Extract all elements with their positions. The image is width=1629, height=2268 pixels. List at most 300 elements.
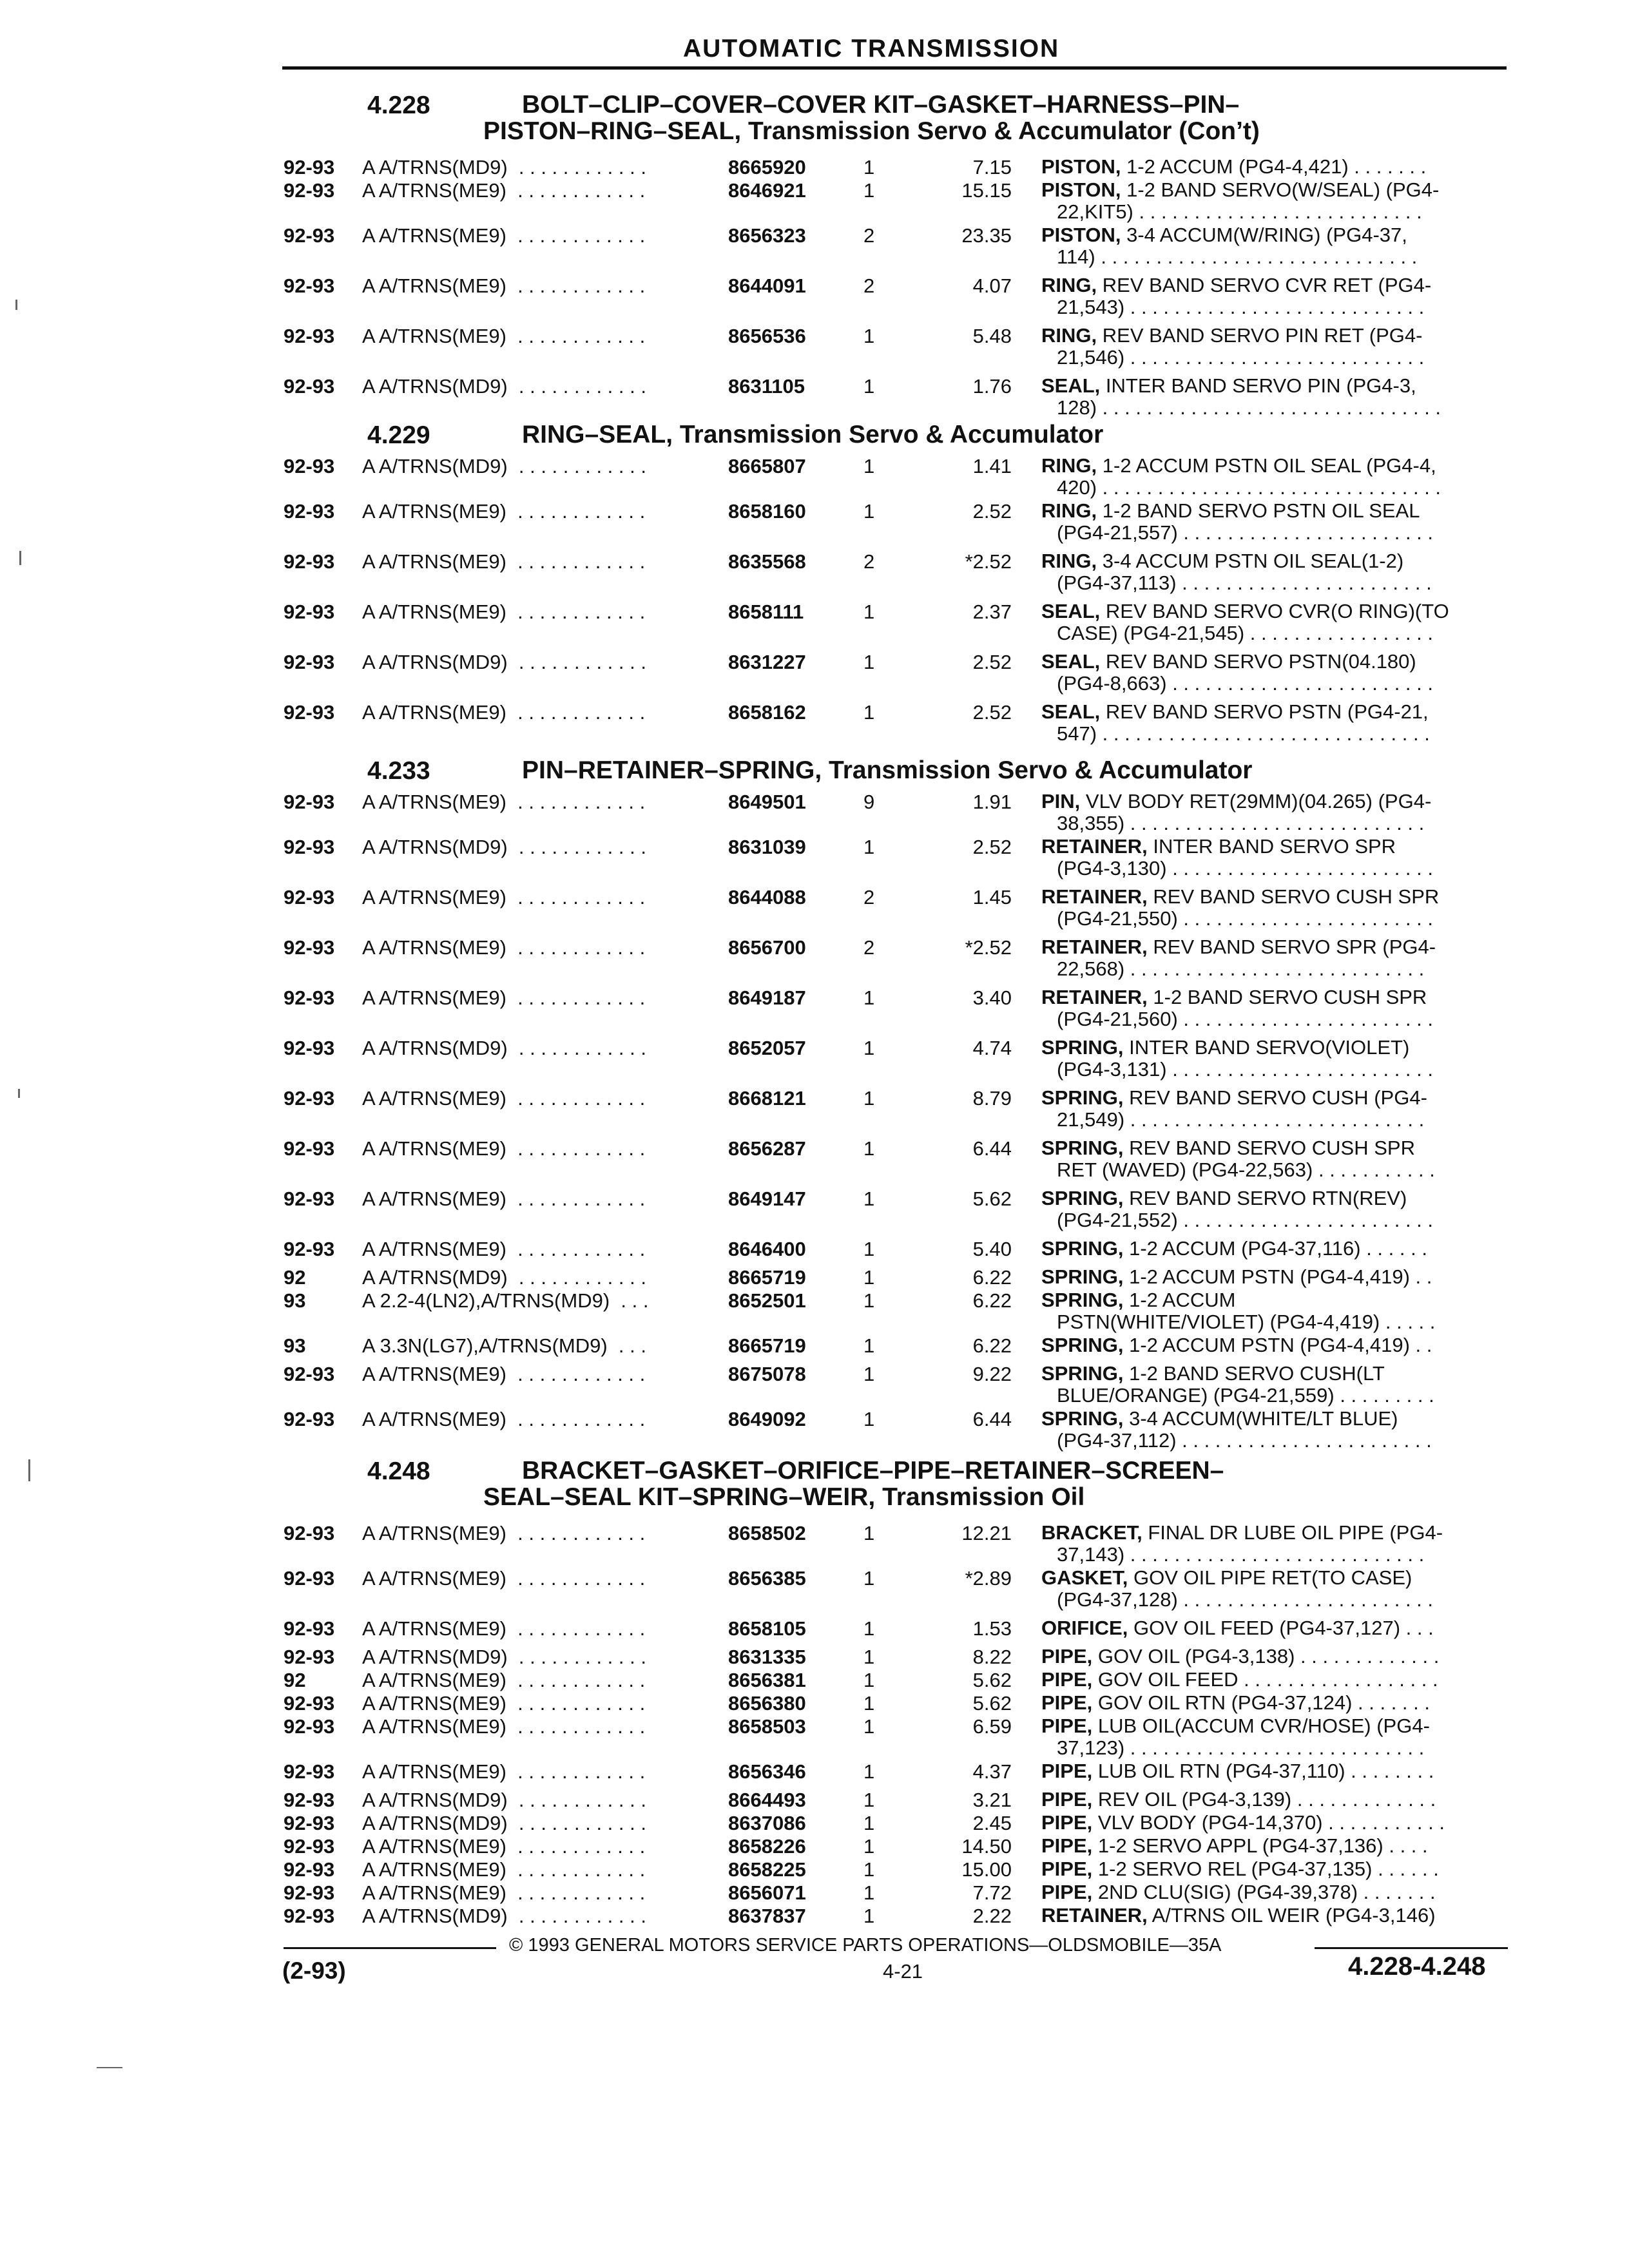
quantity: 1 bbox=[863, 1567, 875, 1590]
part-name: RETAINER, bbox=[1041, 835, 1148, 858]
description-text: 3-4 ACCUM PSTN OIL SEAL(1-2) bbox=[1102, 550, 1404, 572]
price: 5.62 bbox=[972, 1669, 1012, 1691]
margin-mark bbox=[19, 551, 21, 565]
part-name: PIN, bbox=[1041, 790, 1081, 812]
part-row bbox=[0, 1137, 1629, 1187]
part-name: RETAINER, bbox=[1041, 986, 1148, 1008]
part-name: PIPE, bbox=[1041, 1760, 1093, 1782]
description-line bbox=[1041, 1835, 1505, 1857]
section-title-line: SEAL–SEAL KIT–SPRING–WEIR, Transmission Oil bbox=[483, 1483, 1085, 1511]
description-line bbox=[1041, 791, 1505, 812]
part-number: 8656071 bbox=[728, 1881, 806, 1904]
part-name: PIPE, bbox=[1041, 1691, 1093, 1714]
description bbox=[1041, 1334, 1505, 1356]
part-number: 8649187 bbox=[728, 986, 806, 1009]
application: A A/TRNS(ME9) . . . . . . . . . . . . bbox=[362, 1087, 646, 1110]
footer-rule-left bbox=[284, 1947, 496, 1949]
description-text: 1-2 BAND SERVO CUSH(LT bbox=[1129, 1362, 1385, 1385]
description-line bbox=[1041, 1037, 1505, 1059]
part-number: 8658105 bbox=[728, 1617, 806, 1640]
description bbox=[1041, 701, 1505, 745]
description-line bbox=[1041, 1289, 1505, 1311]
quantity: 1 bbox=[863, 455, 875, 477]
price: 8.79 bbox=[972, 1087, 1012, 1110]
description-text: 2ND CLU(SIG) (PG4-39,378) . . . . . . . bbox=[1097, 1881, 1436, 1903]
part-row bbox=[0, 179, 1629, 224]
part-number: 8637837 bbox=[728, 1905, 806, 1927]
description-text: REV BAND SERVO PSTN(04.180) bbox=[1105, 650, 1416, 673]
application: A A/TRNS(MD9) . . . . . . . . . . . . bbox=[362, 1812, 646, 1834]
part-name: RETAINER, bbox=[1041, 936, 1148, 958]
part-row bbox=[0, 1812, 1629, 1835]
part-row bbox=[0, 1187, 1629, 1238]
part-number: 8656385 bbox=[728, 1567, 806, 1590]
description bbox=[1041, 986, 1505, 1030]
description-line bbox=[1041, 325, 1505, 347]
application: A A/TRNS(MD9) . . . . . . . . . . . . bbox=[362, 1266, 646, 1289]
section-title-line: RING–SEAL, Transmission Servo & Accumulator bbox=[522, 421, 1104, 448]
quantity: 1 bbox=[863, 1812, 875, 1834]
part-row bbox=[0, 375, 1629, 425]
application: A A/TRNS(ME9) . . . . . . . . . . . . bbox=[362, 274, 646, 297]
description bbox=[1041, 550, 1505, 594]
description bbox=[1041, 1087, 1505, 1131]
description-continuation: (PG4-3,131) . . . . . . . . . . . . . . . . . . . . . . . . bbox=[1057, 1058, 1433, 1081]
model-years: 92-93 bbox=[284, 1905, 335, 1927]
quantity: 1 bbox=[863, 1289, 875, 1312]
application: A A/TRNS(MD9) . . . . . . . . . . . . bbox=[362, 836, 646, 858]
page-header: AUTOMATIC TRANSMISSION bbox=[683, 35, 1060, 62]
description-text: 1-2 ACCUM (PG4-37,116) . . . . . . bbox=[1129, 1237, 1427, 1260]
part-row bbox=[0, 1567, 1629, 1617]
model-years: 92-93 bbox=[284, 1522, 335, 1544]
description-text: GOV OIL RTN (PG4-37,124) . . . . . . . bbox=[1097, 1691, 1430, 1714]
quantity: 1 bbox=[863, 1715, 875, 1738]
description-text: REV BAND SERVO CUSH SPR bbox=[1153, 885, 1440, 908]
price: 6.22 bbox=[972, 1289, 1012, 1312]
model-years: 92-93 bbox=[284, 224, 335, 247]
part-row bbox=[0, 1408, 1629, 1458]
section-title-line: BOLT–CLIP–COVER–COVER KIT–GASKET–HARNESS–PIN– bbox=[522, 91, 1240, 119]
model-years: 92-93 bbox=[284, 375, 335, 398]
part-number: 8656380 bbox=[728, 1692, 806, 1715]
part-number: 8649092 bbox=[728, 1408, 806, 1430]
description-line bbox=[1041, 179, 1505, 201]
part-row bbox=[0, 601, 1629, 651]
description-continuation: 420) . . . . . . . . . . . . . . . . . . . . . . . . . . . . . . . bbox=[1057, 476, 1441, 499]
price: 23.35 bbox=[961, 224, 1012, 247]
description-line bbox=[1041, 1238, 1505, 1260]
price: 6.59 bbox=[972, 1715, 1012, 1738]
price: 15.15 bbox=[961, 179, 1012, 202]
model-years: 92-93 bbox=[284, 1881, 335, 1904]
description-text: 1-2 BAND SERVO CUSH SPR bbox=[1153, 986, 1427, 1008]
description-line bbox=[1041, 1567, 1505, 1589]
description-text: REV BAND SERVO CUSH SPR bbox=[1129, 1137, 1415, 1159]
description-line bbox=[1041, 1137, 1505, 1159]
part-name: SEAL, bbox=[1041, 700, 1101, 723]
footer-copyright: © 1993 GENERAL MOTORS SERVICE PARTS OPERATIONS—OLDSMOBILE—35A bbox=[509, 1935, 1222, 1956]
description-text: 3-4 ACCUM(WHITE/LT BLUE) bbox=[1129, 1407, 1398, 1430]
part-number: 8658225 bbox=[728, 1858, 806, 1881]
part-name: SPRING, bbox=[1041, 1289, 1124, 1311]
quantity: 2 bbox=[863, 936, 875, 959]
quantity: 2 bbox=[863, 224, 875, 247]
price: 6.44 bbox=[972, 1408, 1012, 1430]
part-number: 8635568 bbox=[728, 550, 806, 573]
description-text: 1-2 ACCUM PSTN OIL SEAL (PG4-4, bbox=[1102, 454, 1436, 477]
section-title-line: BRACKET–GASKET–ORIFICE–PIPE–RETAINER–SCREEN– bbox=[522, 1457, 1224, 1485]
description-text: 1-2 BAND SERVO PSTN OIL SEAL bbox=[1102, 499, 1420, 522]
part-number: 8656346 bbox=[728, 1760, 806, 1783]
application: A A/TRNS(ME9) . . . . . . . . . . . . bbox=[362, 886, 646, 908]
description-text: REV BAND SERVO RTN(REV) bbox=[1129, 1187, 1407, 1209]
part-name: SEAL, bbox=[1041, 374, 1101, 397]
catalog-section bbox=[0, 1457, 1629, 1928]
footer-rule-right bbox=[1315, 1947, 1508, 1949]
description bbox=[1041, 886, 1505, 930]
model-years: 92-93 bbox=[284, 1617, 335, 1640]
application: A A/TRNS(ME9) . . . . . . . . . . . . bbox=[362, 1692, 646, 1715]
quantity: 1 bbox=[863, 1692, 875, 1715]
model-years: 92-93 bbox=[284, 791, 335, 813]
description-line bbox=[1041, 701, 1505, 723]
part-row bbox=[0, 836, 1629, 886]
model-years: 92-93 bbox=[284, 601, 335, 623]
description-line bbox=[1041, 836, 1505, 858]
part-number: 8664493 bbox=[728, 1789, 806, 1811]
quantity: 1 bbox=[863, 375, 875, 398]
model-years: 92 bbox=[284, 1669, 306, 1691]
part-number: 8656287 bbox=[728, 1137, 806, 1160]
description-text: REV BAND SERVO CUSH (PG4- bbox=[1129, 1086, 1427, 1109]
price: 7.15 bbox=[972, 156, 1012, 178]
model-years: 92-93 bbox=[284, 1812, 335, 1834]
application: A A/TRNS(ME9) . . . . . . . . . . . . bbox=[362, 1715, 646, 1738]
description-line bbox=[1041, 886, 1505, 908]
price: 5.48 bbox=[972, 325, 1012, 347]
description-line bbox=[1041, 1266, 1505, 1288]
description-text: GOV OIL FEED . . . . . . . . . . . . . . . . . . bbox=[1097, 1668, 1438, 1691]
description-continuation: (PG4-37,128) . . . . . . . . . . . . . . . . . . . . . . . bbox=[1057, 1588, 1434, 1611]
description-continuation: 37,123) . . . . . . . . . . . . . . . . . . . . . . . . . . . bbox=[1057, 1736, 1425, 1759]
application: A A/TRNS(ME9) . . . . . . . . . . . . bbox=[362, 179, 646, 202]
price: 4.74 bbox=[972, 1037, 1012, 1059]
part-name: PIPE, bbox=[1041, 1811, 1093, 1834]
description-continuation: 547) . . . . . . . . . . . . . . . . . . . . . . . . . . . . . . bbox=[1057, 722, 1430, 745]
part-number: 8668121 bbox=[728, 1087, 806, 1110]
quantity: 1 bbox=[863, 179, 875, 202]
part-name: SPRING, bbox=[1041, 1407, 1124, 1430]
quantity: 1 bbox=[863, 601, 875, 623]
price: 1.53 bbox=[972, 1617, 1012, 1640]
price: 4.37 bbox=[972, 1760, 1012, 1783]
part-name: SPRING, bbox=[1041, 1265, 1124, 1288]
description-line bbox=[1041, 986, 1505, 1008]
part-number: 8656700 bbox=[728, 936, 806, 959]
part-name: SPRING, bbox=[1041, 1137, 1124, 1159]
model-years: 92-93 bbox=[284, 1187, 335, 1210]
application: A A/TRNS(MD9) . . . . . . . . . . . . bbox=[362, 1905, 646, 1927]
model-years: 92-93 bbox=[284, 156, 335, 178]
quantity: 1 bbox=[863, 651, 875, 673]
description-text: VLV BODY RET(29MM)(04.265) (PG4- bbox=[1085, 790, 1432, 812]
part-number: 8637086 bbox=[728, 1812, 806, 1834]
part-name: RETAINER, bbox=[1041, 1904, 1148, 1927]
part-row bbox=[0, 1881, 1629, 1905]
description bbox=[1041, 1812, 1505, 1834]
margin-mark bbox=[97, 2067, 122, 2068]
price: 3.40 bbox=[972, 986, 1012, 1009]
description-line bbox=[1041, 1334, 1505, 1356]
quantity: 1 bbox=[863, 325, 875, 347]
part-name: PISTON, bbox=[1041, 178, 1121, 201]
price: 5.62 bbox=[972, 1187, 1012, 1210]
quantity: 9 bbox=[863, 791, 875, 813]
description-text: GOV OIL (PG4-3,138) . . . . . . . . . . . . . bbox=[1097, 1645, 1440, 1667]
description-text: REV OIL (PG4-3,139) . . . . . . . . . . . . . bbox=[1097, 1788, 1436, 1811]
model-years: 92-93 bbox=[284, 500, 335, 523]
quantity: 1 bbox=[863, 156, 875, 178]
description bbox=[1041, 601, 1505, 644]
description-line bbox=[1041, 500, 1505, 522]
part-name: PIPE, bbox=[1041, 1788, 1093, 1811]
description bbox=[1041, 1715, 1505, 1759]
description-text: 1-2 ACCUM bbox=[1129, 1289, 1236, 1311]
section-title-line: PISTON–RING–SEAL, Transmission Servo & Accumulator (Con’t) bbox=[483, 117, 1260, 145]
part-number: 8644091 bbox=[728, 274, 806, 297]
part-number: 8658503 bbox=[728, 1715, 806, 1738]
model-years: 92-93 bbox=[284, 1037, 335, 1059]
part-name: RING, bbox=[1041, 550, 1097, 572]
description bbox=[1041, 1363, 1505, 1407]
description bbox=[1041, 1238, 1505, 1260]
price: 1.45 bbox=[972, 886, 1012, 908]
description bbox=[1041, 1617, 1505, 1639]
quantity: 1 bbox=[863, 1522, 875, 1544]
application: A A/TRNS(ME9) . . . . . . . . . . . . bbox=[362, 1669, 646, 1691]
model-years: 92-93 bbox=[284, 1363, 335, 1385]
description-line bbox=[1041, 601, 1505, 622]
price: 1.41 bbox=[972, 455, 1012, 477]
part-name: GASKET, bbox=[1041, 1566, 1128, 1589]
part-row bbox=[0, 701, 1629, 751]
quantity: 1 bbox=[863, 1137, 875, 1160]
description-line bbox=[1041, 1760, 1505, 1782]
model-years: 92-93 bbox=[284, 550, 335, 573]
description-text: REV BAND SERVO CVR RET (PG4- bbox=[1102, 274, 1432, 296]
price: 2.52 bbox=[972, 836, 1012, 858]
description-continuation: 37,143) . . . . . . . . . . . . . . . . . . . . . . . . . . . bbox=[1057, 1543, 1425, 1566]
catalog-section bbox=[0, 91, 1629, 425]
price: 15.00 bbox=[961, 1858, 1012, 1881]
description-text: REV BAND SERVO PIN RET (PG4- bbox=[1102, 324, 1423, 347]
description-line bbox=[1041, 1715, 1505, 1737]
description bbox=[1041, 791, 1505, 834]
description-line bbox=[1041, 1881, 1505, 1903]
part-number: 8658226 bbox=[728, 1835, 806, 1858]
part-number: 8658111 bbox=[728, 601, 804, 623]
quantity: 1 bbox=[863, 1835, 875, 1858]
part-row bbox=[0, 936, 1629, 986]
section-number: 4.233 bbox=[367, 757, 430, 785]
part-row bbox=[0, 1692, 1629, 1715]
part-name: PIPE, bbox=[1041, 1858, 1093, 1880]
model-years: 92-93 bbox=[284, 701, 335, 724]
part-name: RING, bbox=[1041, 274, 1097, 296]
part-name: PIPE, bbox=[1041, 1668, 1093, 1691]
model-years: 92-93 bbox=[284, 1835, 335, 1858]
application: A A/TRNS(ME9) . . . . . . . . . . . . bbox=[362, 550, 646, 573]
section-heading bbox=[0, 421, 1629, 455]
part-row bbox=[0, 274, 1629, 325]
part-number: 8646400 bbox=[728, 1238, 806, 1260]
price: 2.45 bbox=[972, 1812, 1012, 1834]
description-line bbox=[1041, 375, 1505, 397]
description-continuation: 128) . . . . . . . . . . . . . . . . . . . . . . . . . . . . . . . bbox=[1057, 396, 1441, 419]
application: A A/TRNS(ME9) . . . . . . . . . . . . bbox=[362, 1835, 646, 1858]
description-line bbox=[1041, 1087, 1505, 1109]
application: A A/TRNS(ME9) . . . . . . . . . . . . bbox=[362, 1187, 646, 1210]
price: 3.21 bbox=[972, 1789, 1012, 1811]
description bbox=[1041, 1881, 1505, 1903]
part-row bbox=[0, 455, 1629, 500]
part-row bbox=[0, 1037, 1629, 1087]
description-line bbox=[1041, 1858, 1505, 1880]
price: 2.52 bbox=[972, 500, 1012, 523]
quantity: 1 bbox=[863, 986, 875, 1009]
quantity: 1 bbox=[863, 1617, 875, 1640]
description-text: REV BAND SERVO CVR(O RING)(TO bbox=[1105, 600, 1449, 622]
description-text: VLV BODY (PG4-14,370) . . . . . . . . . . . bbox=[1097, 1811, 1445, 1834]
margin-mark bbox=[15, 300, 17, 310]
description-line bbox=[1041, 156, 1505, 178]
description-text: 1-2 BAND SERVO(W/SEAL) (PG4- bbox=[1126, 178, 1440, 201]
description-continuation: CASE) (PG4-21,545) . . . . . . . . . . . . . . . . . bbox=[1057, 622, 1434, 644]
description-line bbox=[1041, 1812, 1505, 1834]
part-row bbox=[0, 325, 1629, 375]
footer-page-number: 4-21 bbox=[883, 1960, 923, 1983]
part-name: PIPE, bbox=[1041, 1645, 1093, 1667]
application: A A/TRNS(ME9) . . . . . . . . . . . . bbox=[362, 1881, 646, 1904]
model-years: 92-93 bbox=[284, 455, 335, 477]
price: *2.89 bbox=[965, 1567, 1012, 1590]
description-line bbox=[1041, 936, 1505, 958]
section-heading bbox=[0, 91, 1629, 156]
quantity: 1 bbox=[863, 1334, 875, 1357]
quantity: 1 bbox=[863, 1789, 875, 1811]
catalog-section bbox=[0, 421, 1629, 751]
section-title bbox=[483, 1457, 1501, 1511]
application: A A/TRNS(ME9) . . . . . . . . . . . . bbox=[362, 1408, 646, 1430]
description-continuation: (PG4-37,113) . . . . . . . . . . . . . . . . . . . . . . . bbox=[1057, 572, 1432, 594]
description bbox=[1041, 156, 1505, 178]
description-continuation: 21,543) . . . . . . . . . . . . . . . . . . . . . . . . . . . bbox=[1057, 296, 1425, 318]
model-years: 92-93 bbox=[284, 1789, 335, 1811]
part-number: 8652501 bbox=[728, 1289, 806, 1312]
description-line bbox=[1041, 274, 1505, 296]
quantity: 1 bbox=[863, 1858, 875, 1881]
part-name: SPRING, bbox=[1041, 1187, 1124, 1209]
part-number: 8665719 bbox=[728, 1334, 806, 1357]
description-text: INTER BAND SERVO PIN (PG4-3, bbox=[1105, 374, 1416, 397]
description-continuation: 21,549) . . . . . . . . . . . . . . . . . . . . . . . . . . . bbox=[1057, 1108, 1425, 1131]
description-text: REV BAND SERVO PSTN (PG4-21, bbox=[1105, 700, 1429, 723]
application: A A/TRNS(ME9) . . . . . . . . . . . . bbox=[362, 791, 646, 813]
part-number: 8656536 bbox=[728, 325, 806, 347]
model-years: 92-93 bbox=[284, 651, 335, 673]
part-number: 8631227 bbox=[728, 651, 806, 673]
part-name: PISTON, bbox=[1041, 155, 1121, 178]
price: 12.21 bbox=[961, 1522, 1012, 1544]
description-line bbox=[1041, 1187, 1505, 1209]
price: 5.40 bbox=[972, 1238, 1012, 1260]
description-line bbox=[1041, 1617, 1505, 1639]
part-name: RETAINER, bbox=[1041, 885, 1148, 908]
price: 6.22 bbox=[972, 1334, 1012, 1357]
part-number: 8665920 bbox=[728, 156, 806, 178]
price: 1.91 bbox=[972, 791, 1012, 813]
application: A A/TRNS(ME9) . . . . . . . . . . . . bbox=[362, 500, 646, 523]
model-years: 92-93 bbox=[284, 1408, 335, 1430]
quantity: 1 bbox=[863, 1187, 875, 1210]
margin-mark bbox=[28, 1459, 30, 1481]
quantity: 2 bbox=[863, 886, 875, 908]
description bbox=[1041, 936, 1505, 980]
description bbox=[1041, 1760, 1505, 1782]
part-number: 8649501 bbox=[728, 791, 806, 813]
application: A A/TRNS(MD9) . . . . . . . . . . . . bbox=[362, 651, 646, 673]
model-years: 92-93 bbox=[284, 836, 335, 858]
description-continuation: 22,KIT5) . . . . . . . . . . . . . . . . . . . . . . . . . . bbox=[1057, 200, 1422, 223]
description-continuation: (PG4-21,550) . . . . . . . . . . . . . . . . . . . . . . . bbox=[1057, 907, 1434, 930]
part-row bbox=[0, 1835, 1629, 1858]
description-continuation: (PG4-3,130) . . . . . . . . . . . . . . . . . . . . . . . . bbox=[1057, 857, 1433, 879]
quantity: 1 bbox=[863, 1881, 875, 1904]
part-number: 8665719 bbox=[728, 1266, 806, 1289]
price: 9.22 bbox=[972, 1363, 1012, 1385]
quantity: 1 bbox=[863, 1646, 875, 1668]
quantity: 1 bbox=[863, 1408, 875, 1430]
section-title-line: PIN–RETAINER–SPRING, Transmission Servo & Accumulator bbox=[522, 756, 1253, 784]
part-number: 8644088 bbox=[728, 886, 806, 908]
description-line bbox=[1041, 1522, 1505, 1544]
part-row bbox=[0, 550, 1629, 601]
header-rule bbox=[282, 66, 1507, 70]
part-row bbox=[0, 1238, 1629, 1266]
part-number: 8658160 bbox=[728, 500, 806, 523]
description-line bbox=[1041, 1363, 1505, 1385]
part-row bbox=[0, 1760, 1629, 1789]
part-number: 8665807 bbox=[728, 455, 806, 477]
part-number: 8631105 bbox=[728, 375, 805, 398]
quantity: 1 bbox=[863, 1266, 875, 1289]
description-line bbox=[1041, 1669, 1505, 1691]
description-text: 1-2 ACCUM PSTN (PG4-4,419) . . bbox=[1129, 1265, 1432, 1288]
description bbox=[1041, 325, 1505, 369]
model-years: 92-93 bbox=[284, 325, 335, 347]
description-text: 1-2 ACCUM PSTN (PG4-4,419) . . bbox=[1129, 1334, 1432, 1356]
quantity: 1 bbox=[863, 1087, 875, 1110]
description-text: LUB OIL RTN (PG4-37,110) . . . . . . . . bbox=[1097, 1760, 1434, 1782]
part-row bbox=[0, 651, 1629, 701]
part-number: 8658502 bbox=[728, 1522, 806, 1544]
description bbox=[1041, 1187, 1505, 1231]
description bbox=[1041, 1692, 1505, 1714]
description-text: 1-2 SERVO APPL (PG4-37,136) . . . . bbox=[1097, 1834, 1428, 1857]
description-line bbox=[1041, 550, 1505, 572]
application: A A/TRNS(ME9) . . . . . . . . . . . . bbox=[362, 936, 646, 959]
